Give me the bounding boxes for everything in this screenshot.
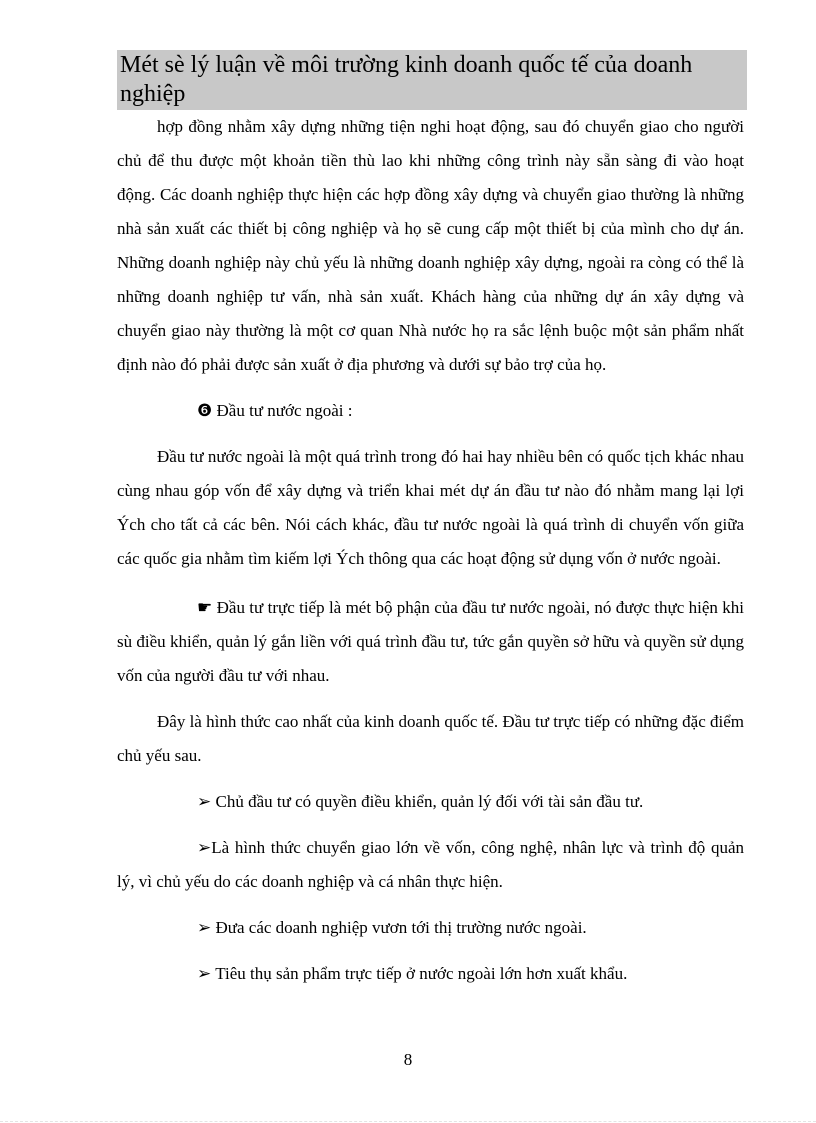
bullet-item-text: Đưa các doanh nghiệp vươn tới thị trường nước ngoài. <box>215 918 587 937</box>
bullet-item <box>117 911 744 945</box>
arrowhead-bullet-icon: ➢ <box>197 838 212 857</box>
section-heading-text: Đầu tư nước ngoài : <box>216 401 353 420</box>
bullet-item <box>117 957 744 991</box>
direct-investment-text: Đầu tư trực tiếp là mét bộ phận của đầu tư nước ngoài, nó được thực hiện khi sù điều khiển, quản lý gắn liền với quá trình đầu tư, tức gắn quyền sở hữu và quyền sử dụng vốn của người đầu tư với nhau. <box>117 598 745 685</box>
section-heading-foreign-investment <box>117 394 744 428</box>
bullet-item-text: Chủ đầu tư có quyền điều khiển, quản lý đối với tài sản đầu tư. <box>215 792 644 811</box>
arrowhead-bullet-icon: ➢ <box>197 792 212 811</box>
paragraph-characteristics-intro: Đây là hình thức cao nhất của kinh doanh quốc tế. Đầu tư trực tiếp có những đặc điểm chủ yếu sau. <box>117 712 744 765</box>
page-bottom-divider <box>0 1121 816 1122</box>
page-header-title: Mét sè lý luận về môi trường kinh doanh quốc tế của doanh nghiệp <box>120 52 693 107</box>
bullet-item <box>117 831 744 899</box>
paragraph-contract-transfer: hợp đồng nhằm xây dựng những tiện nghi hoạt động, sau đó chuyển giao cho người chủ để thu được một khoản tiền thù lao khi những công trình này sẵn sàng đi vào hoạt động. Các doanh nghiệp thực hiện các hợp đồng xây dựng và chuyển giao thường là những nhà sản xuất các thiết bị công nghiệp và họ sẽ cung cấp một thiết bị của mình cho dự án. Những doanh nghiệp này chủ yếu là những doanh nghiệp xây dựng, ngoài ra còng có thể là những doanh nghiệp tư vấn, nhà sản xuất. Khách hàng của những dự án xây dựng và chuyển giao này thường là một cơ quan Nhà nước họ ra sắc lệnh buộc một sản phẩm nhất định nào đó phải được sản xuất ở địa phương và dưới sự bảo trợ của họ. <box>117 117 744 374</box>
arrowhead-bullet-icon: ➢ <box>197 964 212 983</box>
paragraph-direct-investment <box>117 591 744 693</box>
bullet-item-text: Tiêu thụ sản phẩm trực tiếp ở nước ngoài lớn hơn xuất khẩu. <box>215 964 628 983</box>
page-number: 8 <box>403 1050 413 1069</box>
bullet-item <box>117 785 744 819</box>
bullet-item-text: Là hình thức chuyển giao lớn về vốn, công nghệ, nhân lực và trình độ quản lý, vì chủ yếu do các doanh nghiệp và cá nhân thực hiện. <box>117 838 744 891</box>
pointing-hand-icon: ☛ <box>197 598 213 617</box>
paragraph-foreign-investment-definition: Đầu tư nước ngoài là một quá trình trong đó hai hay nhiều bên có quốc tịch khác nhau cùng nhau góp vốn để xây dựng và triển khai mét dự án đầu tư nào đó nhằm mang lại lợi Ých cho tất cả các bên. Nói cách khác, đầu tư nước ngoài là quá trình di chuyển vốn giữa các quốc gia nhằm tìm kiếm lợi Ých thông qua các hoạt động sử dụng vốn ở nước ngoài. <box>117 447 744 568</box>
arrowhead-bullet-icon: ➢ <box>197 918 212 937</box>
numbered-circle-six-icon: ❻ <box>197 401 213 420</box>
document-body <box>117 110 744 991</box>
